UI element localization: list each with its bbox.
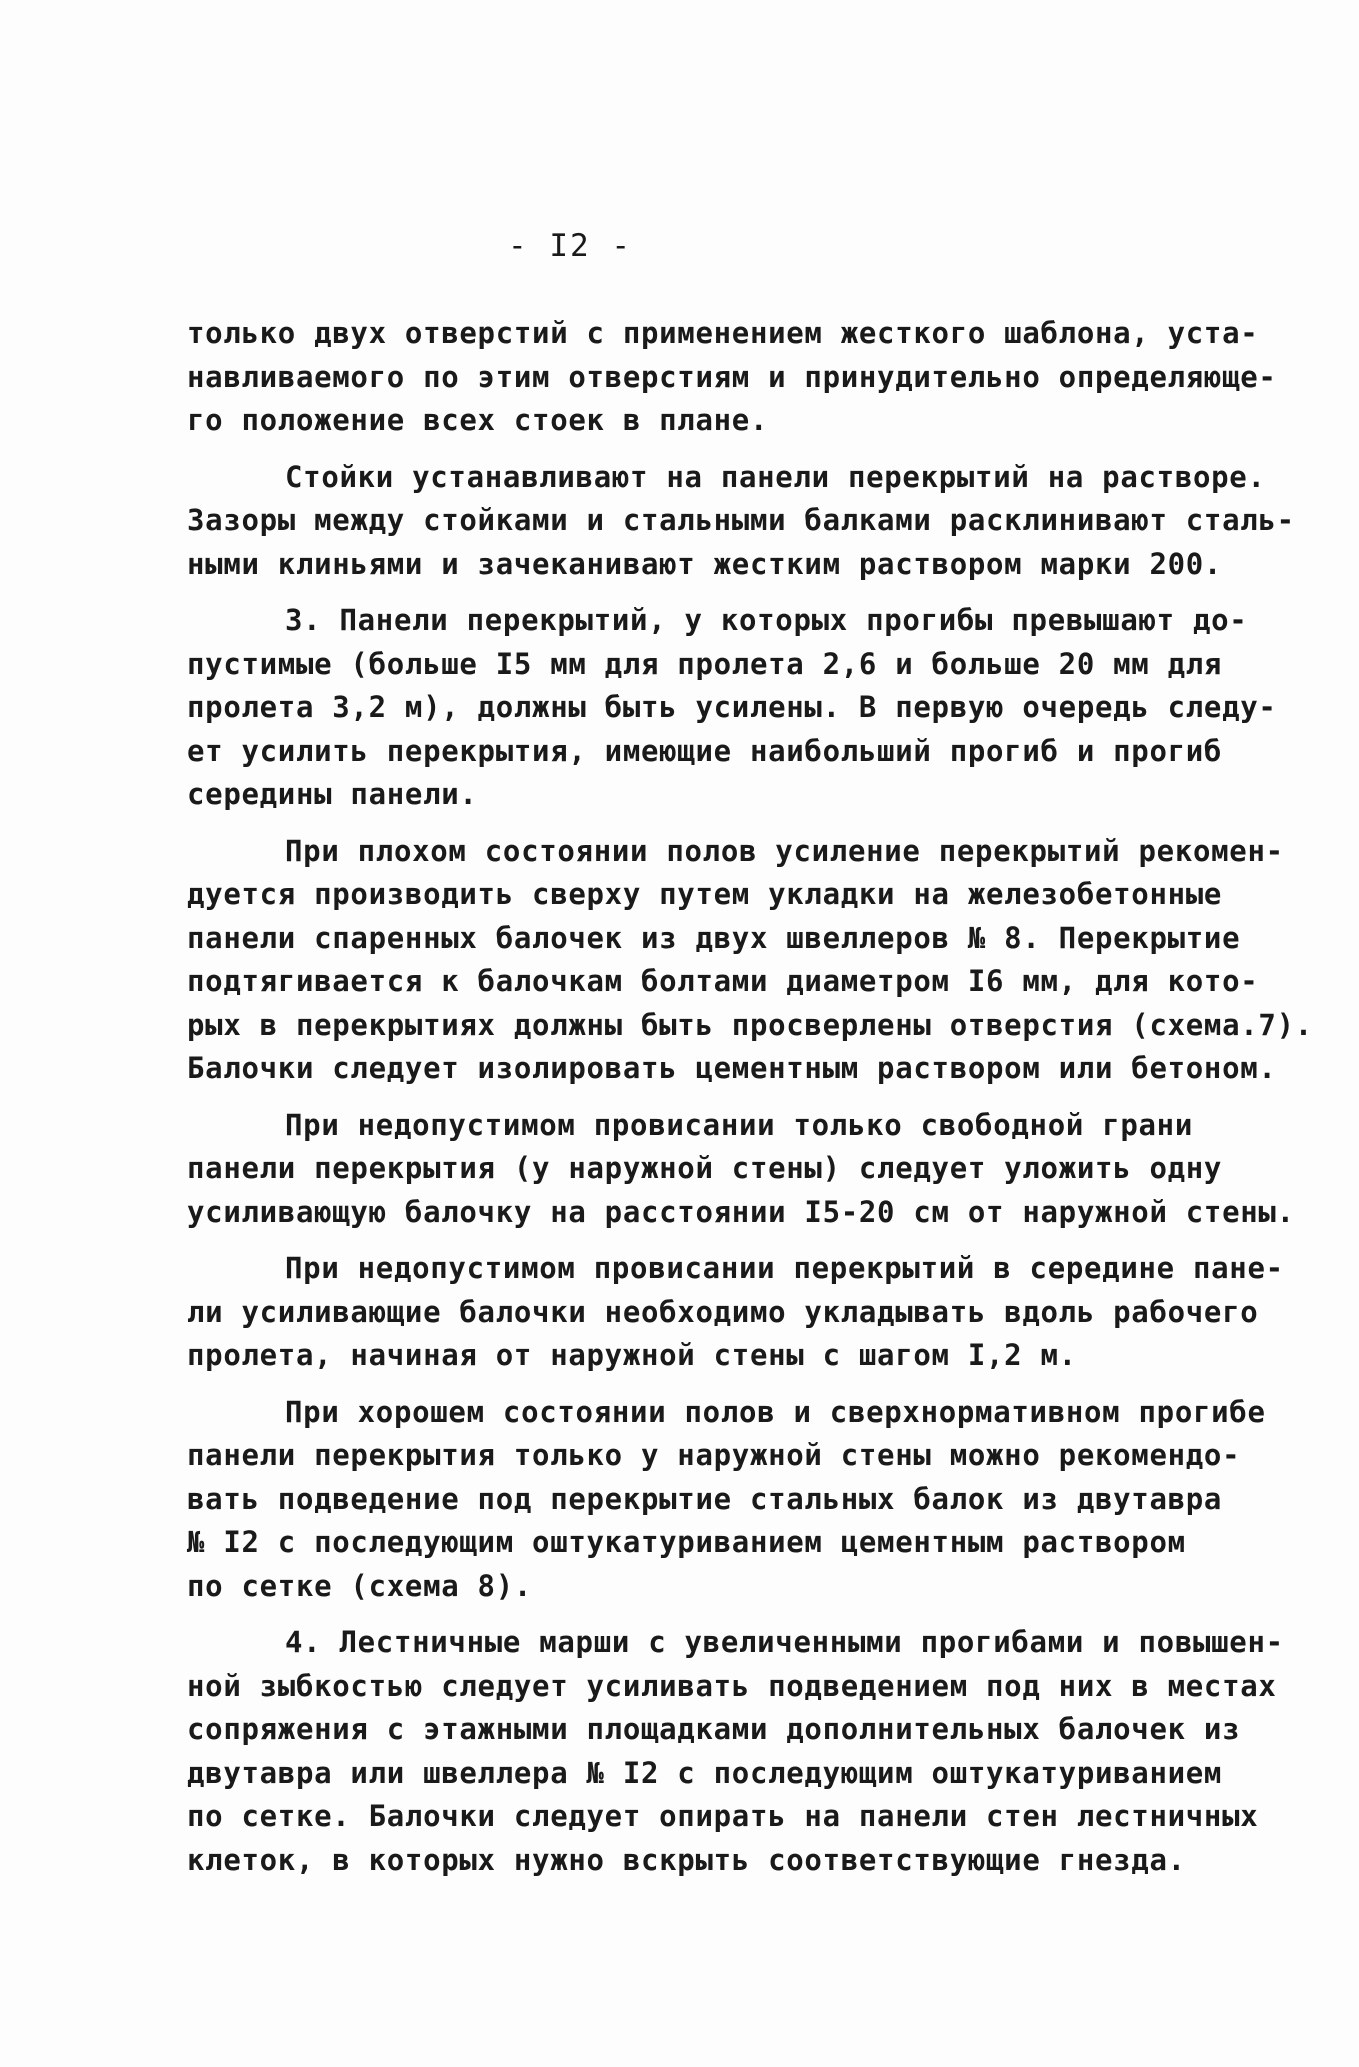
paragraph-posts xyxy=(187,456,1295,587)
text-line: ли усиливающие балочки необходимо укладывать вдоль рабочего xyxy=(187,1294,1259,1329)
text-line: клеток, в которых нужно вскрыть соответствующие гнезда. xyxy=(187,1842,1186,1877)
text-line: дуется производить сверху путем укладки на железобетонные xyxy=(187,877,1223,911)
text-line: панели спаренных балочек из двух швеллеров № 8. Перекрытие xyxy=(187,920,1241,955)
text-line: При плохом состоянии полов усиление перекрытий рекомен- xyxy=(285,833,1284,868)
paragraph-bad-floors xyxy=(187,830,1313,1091)
page-number: - I2 - xyxy=(508,228,632,264)
text-line: го положение всех стоек в плане. xyxy=(187,403,769,437)
paragraph-item-4 xyxy=(187,1621,1284,1882)
text-line: только двух отверстий с применением жесткого шаблона, уста- xyxy=(187,316,1259,350)
text-line: Зазоры между стойками и стальными балками расклинивают сталь- xyxy=(187,503,1295,537)
text-line: ет усилить перекрытия, имеющие наибольший прогиб и прогиб xyxy=(187,733,1223,768)
text-line: рых в перекрытиях должны быть просверлены отверстия (схема.7). xyxy=(187,1007,1313,1042)
text-line: по сетке. Балочки следует опирать на панели стен лестничных xyxy=(187,1799,1259,1833)
text-line: пролета 3,2 м), должны быть усилены. В первую очередь следу- xyxy=(187,690,1277,724)
text-line: При хорошем состоянии полов и сверхнормативном прогибе xyxy=(285,1394,1266,1429)
text-line: 3. Панели перекрытий, у которых прогибы превышают до- xyxy=(285,603,1248,637)
text-line: пустимые (больше I5 мм для пролета 2,6 и больше 20 мм для xyxy=(187,646,1223,681)
text-line: пролета, начиная от наружной стены с шагом I,2 м. xyxy=(187,1338,1077,1372)
text-line: двутавра или швеллера № I2 с последующим оштукатуриванием xyxy=(187,1755,1223,1790)
text-line: ной зыбкостью следует усиливать подведением под них в местах xyxy=(187,1668,1277,1703)
text-line: усиливающую балочку на расстоянии I5-20 см от наружной стены. xyxy=(187,1194,1295,1229)
text-line: навливаемого по этим отверстиям и принудительно определяюще- xyxy=(187,359,1277,394)
text-line: Балочки следует изолировать цементным раствором или бетоном. xyxy=(187,1051,1277,1085)
text-line: 4. Лестничные марши с увеличенными прогибами и повышен- xyxy=(285,1625,1284,1659)
text-line: Стойки устанавливают на панели перекрытий на растворе. xyxy=(285,459,1266,494)
text-line: панели перекрытия только у наружной стены можно рекомендо- xyxy=(187,1438,1241,1472)
paragraph-intro xyxy=(187,312,1277,443)
text-line: подтягивается к балочкам болтами диаметром I6 мм, для кото- xyxy=(187,964,1259,998)
text-line: вать подведение под перекрытие стальных балок из двутавра xyxy=(187,1481,1223,1516)
text-line: сопряжения с этажными площадками дополнительных балочек из xyxy=(187,1712,1241,1746)
text-line: При недопустимом провисании перекрытий в середине пане- xyxy=(285,1251,1284,1285)
text-line: середины панели. xyxy=(187,777,478,811)
paragraph-middle xyxy=(187,1247,1284,1378)
paragraph-item-3 xyxy=(187,599,1277,817)
text-line: При недопустимом провисании только свободной грани xyxy=(285,1107,1193,1142)
text-line: № I2 с последующим оштукатуриванием цементным раствором xyxy=(187,1525,1186,1559)
text-line: панели перекрытия (у наружной стены) следует уложить одну xyxy=(187,1151,1223,1185)
text-line: по сетке (схема 8). xyxy=(187,1568,533,1603)
body-text xyxy=(187,312,1313,1895)
paragraph-good-floors xyxy=(187,1391,1266,1609)
text-line: ными клиньями и зачеканивают жестким раствором марки 200. xyxy=(187,546,1223,581)
paragraph-free-edge xyxy=(187,1104,1295,1235)
